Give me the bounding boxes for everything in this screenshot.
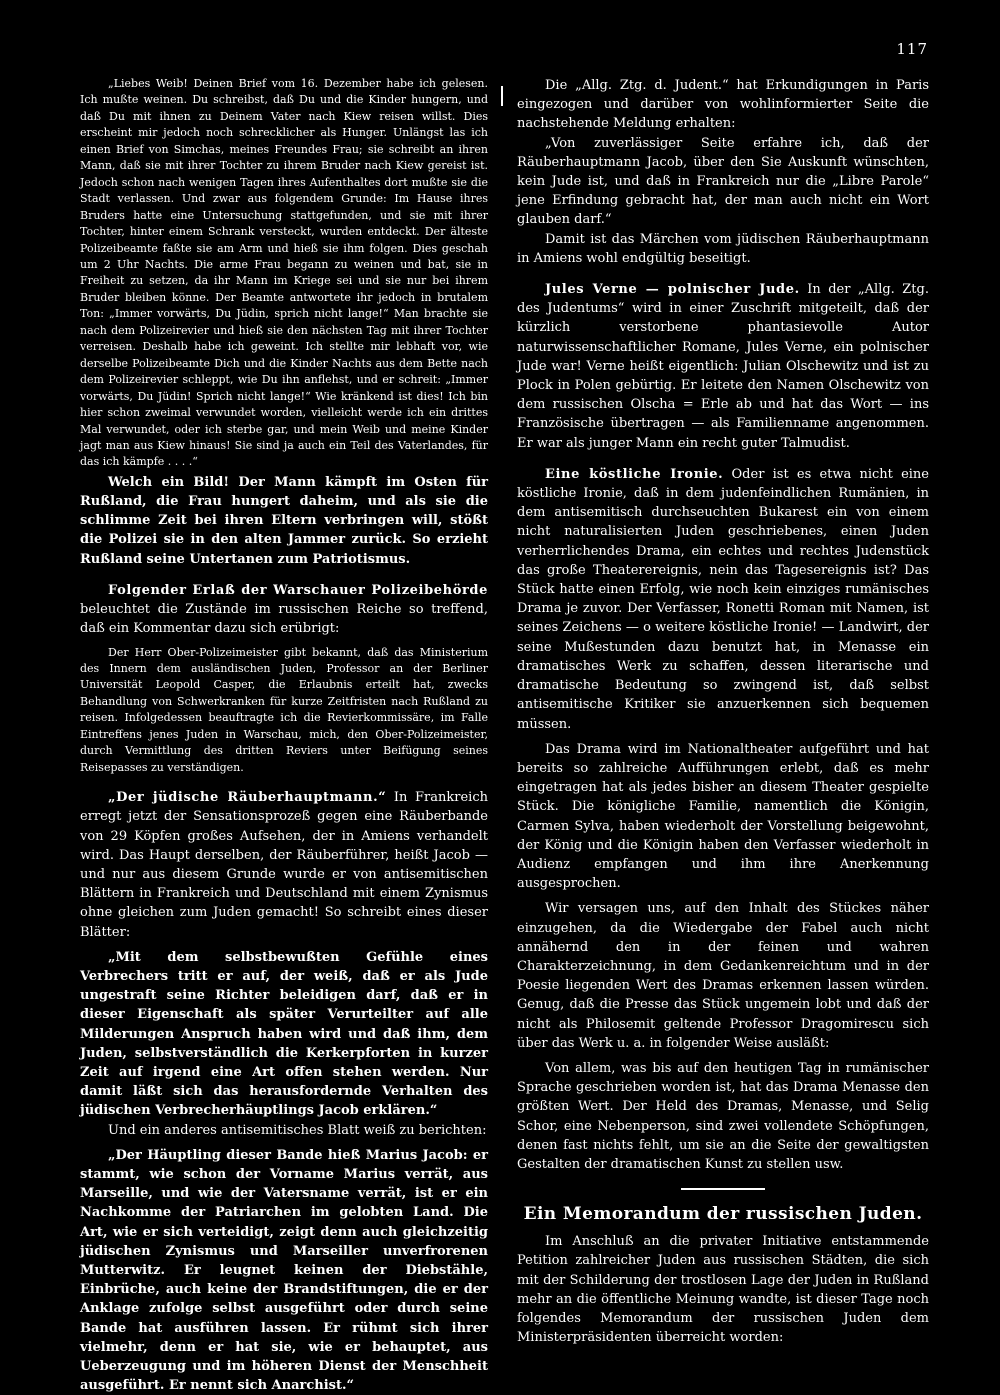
column-divider	[501, 86, 503, 106]
left-column	[80, 76, 488, 1395]
verne-text: In der „Allg. Ztg. des Judentums“ wird in einer Zuschrift mitgeteilt, daß der kürzlich verstorbene phantasievolle Autor naturwissenschaftlicher Romane, Jules Verne, ein polnischer Jude war! Verne heißt eigentlich: Julian Olschewitz und ist zu Plock in Polen gebürtig. Er leitete den Namen Olschewitz von dem russischen Olscha = Erle ab und hat das Wort — ins Französische übertragen — als Familienname angenommen. Er war als junger Mann ein recht guter Talmudist.	[517, 282, 929, 451]
drama-paragraph: Das Drama wird im Nationaltheater aufgeführt und hat bereits so zahlreiche Aufführungen erlebt, daß es mehr eingetragen hat als jedes bisher an diesem Theater gespielte Stück. Die königliche Familie, namentlich die Königin, Carmen Sylva, haben wiederholt der Vorstellung beigewohnt, der König und die Königin haben den Verfasser wiederholt in Audienz empfangen und ihm ihre Anerkennung ausgesprochen.	[517, 741, 929, 892]
allg-paragraph: Die „Allg. Ztg. d. Judent.“ hat Erkundigungen in Paris eingezogen und darüber von wohlinformierter Seite die nachstehende Meldung erhalten:	[517, 78, 929, 132]
right-column	[517, 76, 929, 1347]
raeuber-heading: „Der jüdische Räuberhauptmann.“	[108, 790, 387, 806]
section-rule	[681, 1188, 765, 1190]
maerchen-paragraph: Damit ist das Märchen vom jüdischen Räuberhauptmann in Amiens wohl endgültig beseitigt.	[517, 231, 929, 266]
erlass-heading: Folgender Erlaß der Warschauer Polizeibehörde	[108, 582, 488, 598]
ironie-text: Oder ist es etwa nicht eine köstliche Ironie, daß in dem judenfeindlichen Rumänien, in dem antisemitisch durchseuchten Bukarest ein von einem nicht naturalisierten Juden geschriebenes, einen Juden verherrlichendes Drama, ein echtes und rechtes Judenstück das große Theaterereignis, nein das Tagesereignis ist? Das Stück hatte einen Erfolg, wie noch kein einziges rumänisches Drama je zuvor. Der Verfasser, Ronetti Roman mit Namen, ist seines Zeichens — o weitere köstliche Ironie! — Landwirt, der seine Mußestunden dazu benutzt hat, in Menasse ein dramatisches Werk zu schaffen, dessen literarische und dramatische Bedeutung so zwingend ist, daß selbst antisemitische Kritiker sie anzuerkennen sich bequemen müssen.	[517, 466, 929, 732]
letter-comment: Welch ein Bild! Der Mann kämpft im Osten für Rußland, die Frau hungert daheim, und als sie die schlimme Zeit bei ihren Eltern verbringen will, stößt die Polizei sie in den alten Jammer zurück. So erzieht Rußland seine Untertanen zum Patriotismus.	[80, 474, 488, 567]
allg-quote: „Von zuverlässiger Seite erfahre ich, daß der Räuberhauptmann Jacob, über den Sie Auskunft wünschten, kein Jude ist, und daß in Frankreich nur die „Libre Parole“ jene Erfindung gebracht hat, der man auch nicht ein Wort glauben darf.“	[517, 135, 929, 228]
soldier-letter: „Liebes Weib! Deinen Brief vom 16. Dezember habe ich gelesen. Ich mußte weinen. Du schreibst, daß Du und die Kinder hungern, und daß Du mit ihnen zu Deinem Vater nach Kiew reisen willst. Dies erscheint mir jedoch noch schrecklicher als Hunger. Unlängst las ich einen Brief von Simchas, meines Freundes Frau; sie schreibt an ihren Mann, daß sie mit ihrer Tochter zu ihrem Bruder nach Kiew gereist ist. Jedoch schon nach wenigen Tagen ihres Aufenthaltes dort mußte sie die Stadt verlassen. Und zwar aus folgendem Grunde: Im Hause ihres Bruders hatte eine Untersuchung stattgefunden, und sie mit ihrer Tochter, hinter einem Schrank versteckt, wurden entdeckt. Der älteste Polizeibeamte faßte sie am Arm und hieß sie ihm folgen. Dies geschah um 2 Uhr Nachts. Die arme Frau begann zu weinen und bat, sie in Freiheit zu setzen, da ihr Mann im Kriege sei und sie nur bei ihrem Bruder bleiben könne. Der Beamte antwortete ihr jedoch in brutalem Ton: „Immer vorwärts, Du Jüdin, sprich nicht lange!“ Man brachte sie nach dem Polizeirevier und hieß sie den nächsten Tag mit ihrer Tochter verreisen. Deshalb habe ich geweint. Ich stellte mir lebhaft vor, wie derselbe Polizeibeamte Dich und die Kinder Nachts aus dem Bette nach dem Polizeirevier schleppt, wie Du ihn anflehst, und er schreit: „Immer vorwärts, Du Jüdin! Sprich nicht lange!“ Wie kränkend ist dies! Ich bin hier schon zweimal verwundet worden, vielleicht werde ich ein drittes Mal verwundet, oder ich sterbe gar, und mein Weib und meine Kinder jagt man aus Kiew hinaus! Sie sind ja auch ein Teil des Vaterlandes, für das ich kämpfe . . . .“	[80, 77, 488, 469]
verne-paragraph	[517, 280, 929, 453]
raeuber-intro: In Frankreich erregt jetzt der Sensationsprozeß gegen eine Räuberbande von 29 Köpfen großes Aufsehen, der in Amiens verhandelt wird. Das Haupt derselben, der Räuberführer, heißt Jacob — und nur aus diesem Grunde wurde er von antisemitischen Blättern in Frankreich und Deutschland mit einem Zynismus ohne gleichen zum Juden gemacht! So schreibt eines dieser Blätter:	[80, 790, 488, 940]
quote-first-paper: „Mit dem selbstbewußten Gefühle eines Verbrechers tritt er auf, der weiß, daß er als Jude ungestraft seine Richter beleidigen darf, daß er in dieser Eigenschaft als später Verurteilter auf alle Milderungen Anspruch haben wird und daß ihm, dem Juden, selbstverständlich die Kerkerpforten in kurzer Zeit auf irgend eine Art offen stehen werden. Nur damit läßt sich das herausfordernde Verhalten des jüdischen Verbrecherhäuptlings Jacob erklären.“	[80, 949, 488, 1119]
page-number: 117	[896, 40, 928, 58]
quote-second-paper: „Der Häuptling dieser Bande hieß Marius Jacob: er stammt, wie schon der Vorname Marius verrät, aus Marseille, und wie der Vatersname verrät, ist er ein Nachkomme der Patriarchen im gelobten Land. Die Art, wie er sich verteidigt, zeigt denn auch gleichzeitig jüdischen Zynismus und Marseiller unverfrorenen Mutterwitz. Er leugnet keinen der Diebstähle, Einbrüche, auch keine der Brandstiftungen, die er der Anklage zufolge selbst ausgeführt oder durch seine Bande hat ausführen lassen. Er rühmt sich ihrer vielmehr, denn er hat sie, wie er behauptet, aus Ueberzeugung und im höheren Dienst der Menschheit ausgeführt. Er nennt sich Anarchist.“	[80, 1147, 488, 1394]
dragomirescu-quote: Von allem, was bis auf den heutigen Tag in rumänischer Sprache geschrieben worden ist, hat das Drama Menasse den größten Wert. Der Held des Dramas, Menasse, und Selig Schor, eine Nebenperson, sind zwei vollendete Schöpfungen, denen fast nichts fehlt, um sie an die Seite der gewaltigsten Gestalten der dramatischen Kunst zu stellen usw.	[517, 1060, 929, 1172]
erlass-text: Der Herr Ober-Polizeimeister gibt bekannt, daß das Ministerium des Innern dem ausländischen Juden, Professor an der Berliner Universität Leopold Casper, die Erlaubnis erteilt hat, zwecks Behandlung von Schwerkranken für kurze Zeitfristen nach Rußland zu reisen. Infolgedessen beauftragte ich die Revierkommissäre, im Falle Eintreffens jenes Juden in Warschau, mich, den Ober-Polizeimeister, durch Vermittlung des dritten Reviers unter Beifügung seines Reisepasses zu verständigen.	[80, 645, 488, 774]
versagen-paragraph: Wir versagen uns, auf den Inhalt des Stückes näher einzugehen, da die Wiedergabe der Fabel auch nicht annähernd den in der feinen und wahren Charakterzeichnung, in dem Gedankenreichtum und in der Poesie liegenden Wert des Dramas erkennen lassen würden. Genug, daß die Presse das Stück ungemein lobt und daß der nicht als Philosemit geltende Professor Dragomirescu sich über das Werk u. a. in folgender Weise ausläßt:	[517, 901, 929, 1051]
verne-heading: Jules Verne — polnischer Jude.	[545, 282, 800, 298]
raeuber-paragraph	[80, 788, 488, 942]
erlass-intro: beleuchtet die Zustände im russischen Reiche so treffend, daß ein Kommentar dazu sich erübrigt:	[80, 602, 488, 637]
ironie-heading: Eine köstliche Ironie.	[545, 466, 724, 482]
other-paper-intro: Und ein anderes antisemitisches Blatt weiß zu berichten:	[108, 1122, 487, 1138]
ironie-paragraph	[517, 465, 929, 734]
memorandum-text: Im Anschluß an die privater Initiative entstammende Petition zahlreicher Juden aus russischen Städten, die sich mit der Schilderung der trostlosen Lage der Juden in Rußland mehr an die öffentliche Meinung wandte, ist dieser Tage noch folgendes Memorandum der russischen Juden dem Ministerpräsidenten überreicht worden:	[517, 1234, 929, 1346]
erlass-paragraph	[80, 581, 488, 639]
memorandum-title: Ein Memorandum der russischen Juden.	[523, 1204, 923, 1225]
